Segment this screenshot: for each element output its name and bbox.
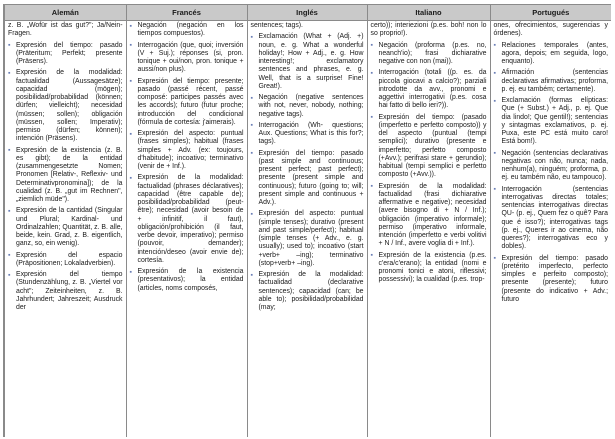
list-item xyxy=(8,22,123,39)
list-item-text: Expresión de la cantidad (Singular und Plural; Kardinal- und Ordinalzahlen; Quantität, z. B. alle, beide, kein. Grad, z. B. eigentlich, ganz, so, ein wenig). xyxy=(16,207,123,248)
bullet-icon: ▪ xyxy=(129,174,132,182)
list-item-text: Interrogación (Wh- questions; Aux. Questions; What is this for?; tags). xyxy=(258,121,364,146)
list-item xyxy=(8,271,123,312)
bullet-icon: ▪ xyxy=(250,150,253,157)
list-item xyxy=(371,42,487,67)
bullet-icon: ▪ xyxy=(129,268,132,276)
list-item-text: Expresión del aspecto: puntual (simple tenses); durativo (present and past simple/perfect); habitual (simple tenses (+ Adv., e. g. usually); used to); incoativo (start +verb+ –ing); terminativo (stop+verb+ –ing). xyxy=(258,210,364,267)
list-item-text: Expresión del tiempo: pasado (Präteritum; Perfekt; presente (Präsens). xyxy=(16,41,123,65)
list-item xyxy=(130,42,244,75)
list-item-text: Negación (negative sentences with not, never, nobody, nothing; negative tags). xyxy=(258,94,364,118)
column-cell-aleman xyxy=(4,21,126,438)
list-item xyxy=(8,252,123,269)
bullet-icon: ▪ xyxy=(8,271,11,279)
list-item xyxy=(371,252,487,285)
list-item-text: Expresión del tiempo: presente; pasado (passé récent, passé composé: participes passés avec les accords); futuro (futur proche; introducción del condicional (fórmula de cortesía: j'aimerais). xyxy=(137,77,244,126)
column-header: Alemán xyxy=(4,5,126,21)
table-header-row xyxy=(4,5,611,21)
list-item-text: Expresión de la existencia (presentativos); la entidad (articles, noms composés, xyxy=(137,268,244,292)
list-item-text: Expresión de la modalidad: factualidad (declarative sentences); capacidad (can; be able to); posibilidad/probabilidad (may; xyxy=(258,271,364,311)
list-item xyxy=(8,207,123,248)
bullet-icon: ▪ xyxy=(493,42,496,49)
bullet-icon: ▪ xyxy=(250,271,253,279)
bullet-icon: ▪ xyxy=(250,122,253,130)
bullet-icon: ▪ xyxy=(370,69,373,77)
list-item-text: Negación (sentencias declarativas negativas con não, nunca; nada, nenhum(a), ninguém; proforma, p. ej. eu também não, eu tampouco). xyxy=(501,149,608,182)
list-item xyxy=(130,78,244,128)
list-item xyxy=(251,210,364,268)
list-item xyxy=(130,268,244,293)
list-item-text: z. B. „Wofür ist das gut?"; Ja/Nein-Fragen. xyxy=(8,22,123,38)
document-page xyxy=(3,4,611,437)
list-item-text: Afirmación (sentencias declarativas afirmativas; proforma, p. ej. eu também; certamente). xyxy=(501,69,608,93)
list-item-text: Expresión del tiempo: pasado (pretérito imperfecto, perfecto simples e perfeito composto); presente (presente); futuro (presente do indicativo + Adv.; futuro xyxy=(501,254,608,303)
list-item-text: ones, ofrecimientos, sugerencias y órdenes). xyxy=(493,22,608,38)
list-item-text: Expresión de la modalidad: factualidad (frasi dichiarative affermative e negative); necesidad (avere bisogno di + N / Inf.); obligación (imperativo informale); permiso (imperativo informale, intención (imperfetto e verbi volitivi + N / Inf., avere voglia di + Inf.). xyxy=(378,182,487,248)
list-item-text: Exclamación (What + (Adj. +) noun, e. g. What a wonderful holiday!; How + Adj., e. g. How interesting!; exclamatory sentences and phrases, e. g. Well, that is a surprise! Fine! Great!). xyxy=(258,33,364,90)
list-item xyxy=(494,255,609,305)
column-header: Inglés xyxy=(247,5,367,21)
list-item-text: Expresión del tiempo: (pasado (imperfetto e perfetto composto)) y del aspecto (puntual (tempi semplici); durativo (presente e imperfetto; perfetto composto (+Avv.); perifrasi stare + gerundio); habitual (tempi semplici e perfetto composto (+Avv.)). xyxy=(378,113,487,179)
list-item-text: Exclamación (formas elípticas: Que (+ Subst.) + Adj., p. ej. Que dia lindo!; Que gentil!); sentencias y sintagmas exclamativos, p. ej. Puxa, este PC está muito caro! Está bom!). xyxy=(501,97,608,146)
list-item xyxy=(251,94,364,119)
bullet-icon: ▪ xyxy=(493,150,496,157)
bullet-icon: ▪ xyxy=(250,94,253,102)
bullet-icon: ▪ xyxy=(8,147,11,154)
column-header: Portugués xyxy=(490,5,611,21)
language-grammar-table xyxy=(3,4,611,437)
table-body-row xyxy=(4,21,611,438)
list-item-text: Expresión de la existencia (z. B. es gibt); de la entidad (zusammengesetzte Nomen; Pronomen [Relativ-, Reflexiv- und Determinativpronomina]); de la cualidad (z. B. „gut im Rechnen", „ziemlich müde"). xyxy=(16,146,123,203)
bullet-icon: ▪ xyxy=(129,42,132,49)
list-item-text: Expresión de la modalidad: factualidad (Aussagesätze); capacidad (mögen); posibilidad/probabilidad (können; dürfen; vielleicht); necesidad (müssen; sollen); obligación (müssen, sollen; Imperativ); permiso (dürfen; können); intención (Präsens). xyxy=(16,69,123,143)
bullet-icon: ▪ xyxy=(8,69,11,77)
list-item-text: certo)); interiezioni (p.es. boh! non lo so proprio!). xyxy=(370,22,487,38)
column-cell-ingles xyxy=(247,21,367,438)
bullet-icon: ▪ xyxy=(493,97,496,105)
bullet-icon: ▪ xyxy=(370,252,373,259)
list-item xyxy=(130,174,244,265)
list-item-text: Expresión del aspecto: puntual (frases simples); habitual (frases simples + Adv. (ex: toujours, d'habitude); incoativo; terminativo (venir de + Inf.). xyxy=(137,130,244,170)
list-item-text: Interrogación (totali ((p. es. da piccola giocavi a calcio?); parziali introdotte da avv., pronomi e aggettivi interrogativi (p.es. cosa hai fatto di bello ieri?)). xyxy=(378,69,487,110)
list-item xyxy=(494,97,609,147)
bullet-icon: ▪ xyxy=(370,114,373,121)
list-item xyxy=(251,122,364,147)
list-item xyxy=(371,22,487,39)
column-header: Italiano xyxy=(367,5,490,21)
column-cell-frances xyxy=(126,21,247,438)
list-item-text: Relaciones temporales (antes, agora, depois; em seguida, logo, enquanto). xyxy=(501,41,608,65)
list-item xyxy=(494,186,609,252)
column-cell-italiano xyxy=(367,21,490,438)
list-item-text: Expresión de la existencia (p.es. c'era/c'erano); la entidad (nomi e pronomi tonici e atoni, riflessivi; possessivi); la cualidad (p.es. trop- xyxy=(378,251,487,284)
list-item xyxy=(494,150,609,183)
list-item xyxy=(494,42,609,67)
list-item xyxy=(251,22,364,30)
list-item-text: Interrogación (que, quoi; inversión (V + Suj.); réponses (si, pron. tonique + oui/non, pron. tonique + aussi/non plus). xyxy=(137,41,244,74)
list-item xyxy=(371,69,487,110)
list-item-text: Expresión del espacio (Präpositionen; Lokaladverbien). xyxy=(16,251,123,267)
list-item xyxy=(251,150,364,208)
list-item xyxy=(251,33,364,91)
bullet-icon: ▪ xyxy=(8,42,11,49)
list-item-text: Negación (negación en los tiempos compuestos). xyxy=(137,22,244,38)
bullet-icon: ▪ xyxy=(8,207,11,215)
bullet-icon: ▪ xyxy=(493,186,496,193)
bullet-icon: ▪ xyxy=(250,33,253,41)
bullet-icon: ▪ xyxy=(8,252,11,259)
bullet-icon: ▪ xyxy=(493,69,496,77)
list-item xyxy=(130,22,244,39)
list-item xyxy=(130,130,244,171)
list-item-text: Expresión del tiempo (Stundenzählung, z. B. „Viertel vor acht"; Zeiteinheiten, z. B. Jahrhundert; Jahreszeit; Ausdruck der xyxy=(16,271,123,311)
bullet-icon: ▪ xyxy=(370,183,373,190)
list-item-text: Negación (proforma (p.es. no, neanch'io); frasi dichiarative negative con non (mai)). xyxy=(378,41,487,65)
list-item-text: Expresión del tiempo: pasado (past simple and continuous; present perfect; past perfect); presente (present simple and continuous); futuro (going to; will; present simple and continuous + Adv.). xyxy=(258,149,364,206)
list-item xyxy=(371,183,487,249)
list-item xyxy=(8,42,123,67)
column-cell-portugues xyxy=(490,21,611,438)
list-item-text: Interrogación (sentencias interrogativas directas totales; sentencias interrogativas directas QU- (p. ej., Quem fez o quê? Para que é isso?); interrogativas tags (p. ej., Queres ir ao cinema, não queres?); interrogativas eco y dobles). xyxy=(501,185,608,251)
bullet-icon: ▪ xyxy=(370,42,373,49)
column-header: Francés xyxy=(126,5,247,21)
list-item xyxy=(8,69,123,143)
list-item-text: sentences; tags). xyxy=(250,22,303,29)
bullet-icon: ▪ xyxy=(129,22,132,30)
bullet-icon: ▪ xyxy=(129,78,132,85)
list-item xyxy=(251,271,364,312)
list-item-text: Expresión de la modalidad: factualidad (phrases déclaratives); capacidad (être capable de); posibilidad/probabilidad (peut-être); necesidad (avoir besoin de + infinitif, il faut), obligación/prohibición (il faut, verbe devoir, imperativo); permiso (pouvoir, demander); intención/deseo (avoir envie de); cortesía. xyxy=(137,174,244,264)
bullet-icon: ▪ xyxy=(129,130,132,138)
list-item xyxy=(494,69,609,94)
list-item xyxy=(8,147,123,205)
bullet-icon: ▪ xyxy=(493,255,496,262)
list-item xyxy=(371,114,487,180)
bullet-icon: ▪ xyxy=(250,210,253,218)
list-item xyxy=(494,22,609,39)
